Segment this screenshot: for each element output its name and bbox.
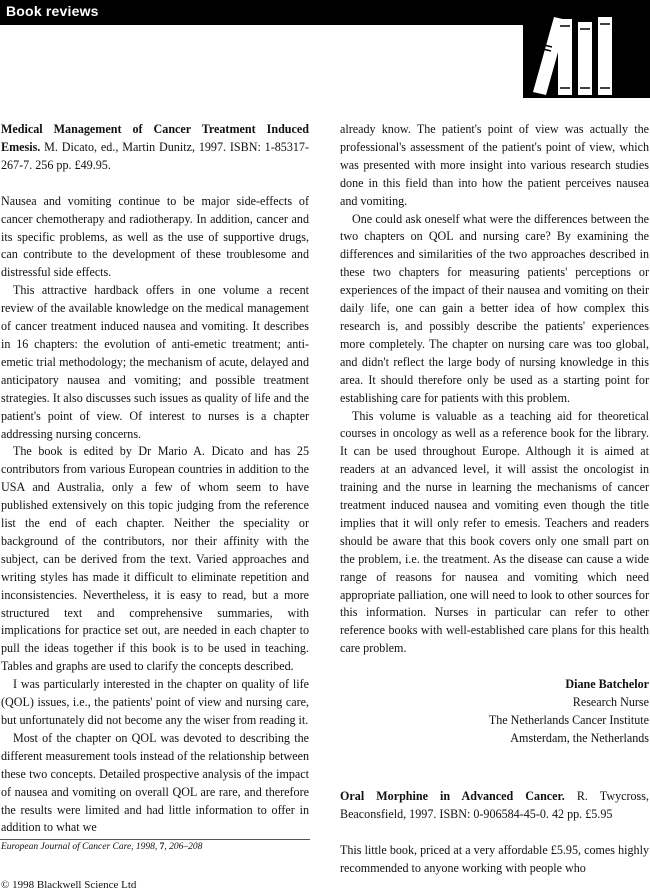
footer-divider [0, 839, 310, 840]
review1-paragraph-4: I was particularly interested in the chapter on quality of life (QOL) issues, i.e., the patients' point of view and nursing care, but unfortunately did not become any the wiser from reading it. [1, 677, 309, 727]
journal-name: European Journal of Cancer Care, [1, 842, 134, 852]
reviewer-signature [340, 676, 649, 748]
review1-citation: M. Dicato, ed., Martin Dunitz, 1997. ISBN: 1-85317-267-7. 256 pp. £49.95. [1, 139, 309, 172]
reviewer-name: Diane Batchelor [565, 677, 649, 692]
journal-volume: 7 [159, 842, 165, 852]
review1-paragraph-1: Nausea and vomiting continue to be major side-effects of cancer chemotherapy and radiotherapy. In addition, cancer and its specific problems, as well as the use of supportive drugs, can contribute to the development of these troublesome and distressful side effects. [1, 193, 309, 280]
reviewer-role: Research Nurse [572, 695, 649, 710]
review2-paragraph-1: This little book, priced at a very affordable £5.95, comes highly recommended to anyone working with people who [340, 842, 649, 875]
review2-heading [340, 788, 649, 824]
review1-paragraph-5a: Most of the chapter on QOL was devoted to describing the different measurement tools instead of the relationship between these two concepts. Detailed prospective analysis of the impact of nausea and vomiting on overall QOL are rare, and therefore the results were limited and had little information to offer in addition to what we [1, 730, 309, 835]
left-column [1, 121, 309, 837]
journal-year: 1998, [133, 842, 160, 852]
review1-paragraph-3: The book is edited by Dr Mario A. Dicato and has 25 contributors from various European countries in addition to the USA and Australia, only a few of whom seem to have published extensively on this topic judging from the reference list the end of each chapter. Neither the speciality or background of the contributors, nor their affinity with the subject, can be derived from the text. Varied approaches and writing styles has made it difficult to eliminate repetition and inconsistencies. Nevertheless, it is easy to read, but a more structured text and comprehensive summaries, with implications for practice set out, are needed in each chapter to pull the ideas together if this book is to be used in teaching. Tables and graphs are used to clarify the concepts described. [1, 444, 309, 674]
reviewer-institution: The Netherlands Cancer Institute [488, 713, 649, 727]
journal-citation [1, 842, 202, 852]
review1-paragraph-7: This volume is valuable as a teaching aid for theoretical courses in oncology as well as a reference book for the library. It can be used throughout Europe. Although it is aimed at readers at an advanced level, it will assist the oncologist in training and the nurse in learning the mechanisms of cancer treatment induced nausea and vomiting even though the title implies that it will only refer to emesis. Teachers and readers should be aware that this book covers only one small part on the problem, i.e. the treatment. As the disease can cause a wide range of reasons for nausea and vomiting which need appropriate palliation, one will need to look to other sources for this information. Nurses in particular can refer to other reference books with well-established care plans for this health care problem. [340, 408, 649, 656]
reviewer-location: Amsterdam, the Netherlands [510, 730, 649, 745]
review1-book-title: Medical Management of Cancer Treatment Induced Emesis. [1, 122, 309, 154]
review1-paragraph-5b: already know. The patient's point of view was actually the professional's assessment of the patient's point of view, which was presented with more insight into various research studies done in this field than into how the patient perceives nausea and vomiting. [340, 122, 649, 208]
books-icon [523, 0, 650, 98]
review2-citation: R. Twycross, Beaconsfield, 1997. ISBN: 0-906584-45-0. 42 pp. £5.95 [340, 788, 649, 821]
books-logo [523, 0, 650, 98]
review2-book-title: Oral Morphine in Advanced Cancer. [340, 788, 565, 803]
section-title: Book reviews [6, 3, 99, 19]
review1-heading [1, 121, 309, 175]
review1-paragraph-2: This attractive hardback offers in one volume a recent review of the available knowledge on the medical management of cancer treatment induced nausea and vomiting. It describes in 16 chapters: the evolution of anti-emetic treatment; anti-emetic trial methodology; the mechanism of acute, delayed and anticipatory nausea and vomiting; and possible treatment strategies. It also discusses such issues as quality of life and the patient's point of view. Of interest to nurses is a chapter addressing nursing concerns. [1, 283, 309, 441]
journal-pages: , 206–208 [164, 842, 203, 852]
right-column [340, 121, 649, 877]
review1-paragraph-6: One could ask oneself what were the differences between the two chapters on QOL and nursing care? By examining the differences and similarities of the two approaches described in these two chapters for measuring patients' perceptions or experiences of the impact of their nausea and vomiting on their daily life, one can gain a better idea of how complex this research is, and possibly describe the patients' experiences more completely. The chapter on nursing care was too global, and didn't reflect the large body of nursing knowledge in this area. It should therefore only be used as a starting point for establishing care for patients with this problem. [340, 211, 649, 405]
copyright-notice: © 1998 Blackwell Science Ltd [1, 879, 137, 891]
